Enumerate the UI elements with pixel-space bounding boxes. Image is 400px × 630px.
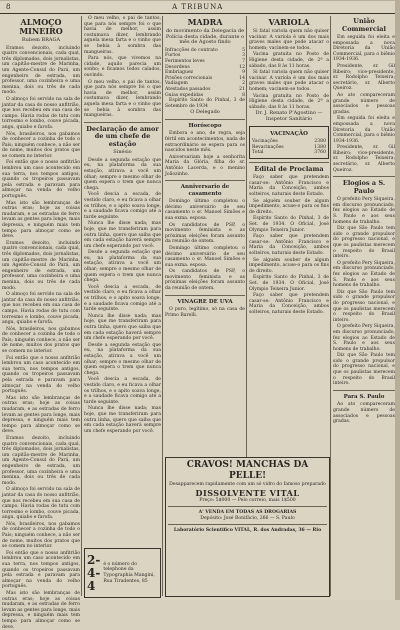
article-subhead: do movimento da Delegacia de Polícia desta cidade, durante o mês de Agosto findo: [165, 28, 245, 46]
box-headline: VACINAÇÃO: [270, 130, 308, 137]
article-headline: MADRA: [187, 17, 223, 27]
article-paragraph: Si fatal variola quem não quiser vacinar. A varíola é um dos mais graves males que pode atacar o homem; vacinem-se todos.: [249, 70, 329, 92]
article-paragraph: Eramos dezoito, incluindo quatro convencionais, cada qual, três diplomados, dois jornalistas, um capitão-mestre de Marinha, um Agente-Consul do Pará, um engenheiro de estrada, um professor, uma cozinheira e uma menina, dois ou três de cada modo.: [2, 435, 80, 486]
article-paragraph: Os candidatos de PSP, o movimento feminista e as próximas eleições foram assunto da reunião de ontem.: [165, 269, 245, 292]
article-paragraph: Foi então que o nosso anfitrião lembrou um caso acontecido em sua terra, nos tempos antigos, quando os tropeiros passavam pela estrada e paravam para almoçar na venda do velho português.: [2, 550, 80, 590]
column-2: [84, 16, 161, 598]
article-paragraph: Você descia a escada, de vestido claro, e eu ficava a olhar os trilhos, e o apito soava longe, e a saudade ficava comigo até a tarde seguinte.: [84, 284, 161, 313]
page-edge: [395, 0, 400, 600]
article-paragraph: Desde a segunda estação que eu, na plataforma da sua estação, atirava a você um olhar; sempre o mesmo olhar de quem espera o trem que nunca chega.: [84, 250, 161, 284]
article-paragraph: Nunca lhe disse nada; mas hoje, que me transferiram para outra linha, quero que saiba que em cada estação haverá sempre um chefe esperando por você.: [84, 221, 161, 249]
article-paragraph: Em seguida foi eleita e empossada a nova Diretoria da União Commercial, para o biênio 1934-1936.: [333, 35, 395, 63]
article-paragraph: Domingo último completou o décimo aniversário de seu casamento o sr. Manoel Simões e sua exma. esposa.: [165, 245, 245, 268]
article-paragraph: Aniversariam hoje a senhorita Maria da Glória, filha do sr. Antônio Lacerda, e o menino Joãozinho.: [165, 154, 245, 177]
article-paragraph: Mas isto são lembranças de outras eras; hoje as coisas mudaram, e as estradas de ferro levam as gentes para longe, mais depressa, e ninguém mais tem tempo para almoçar como se deve.: [2, 200, 80, 240]
article-headline: Horóscopo: [188, 122, 222, 129]
article-paragraph: Nunca lhe disse nada; mas hoje, que me transferiram para outra linha, quero que saiba que em cada estação haverá sempre um chefe esperando por você.: [84, 313, 161, 342]
article-paragraph: O meu velho, o pai de tantos, que para nós sempre foi o que havia de melhor, assim costumava dizer, lembrando aquela mesa farta e o vinho que se bebia à sombra das mangueiras.: [84, 79, 161, 119]
article-paragraph: Vacina gratuita no Posto de Higiene desta cidade, de 2ª a sábado, das 8 às 11 horas.: [249, 93, 329, 110]
article-headline: União Commercial: [342, 17, 386, 33]
article-paragraph: Eramos dezoito, incluindo quatro convencionais, cada qual, três diplomados, dois jornalistas, um capitão-mestre de Marinha, um Agente-Consul do Pará, um engenheiro de estrada, um professor, uma cozinheira e uma menina, dois ou três de cada modo.: [2, 240, 80, 291]
column-3: [165, 16, 245, 454]
article-paragraph: Embora o ano, de regra, seja fértil em acontecimentos, nada de extraordinário se espera para os nascidos neste mês.: [165, 131, 245, 154]
article-paragraph: Nunca lhe disse nada; mas hoje, que me transferiram para outra linha, quero que saiba que em cada estação haverá sempre um chefe esperando por você.: [84, 406, 161, 434]
list-item: Vacinações 2380: [252, 139, 326, 144]
masthead: [0, 2, 390, 12]
ad-headline: CRAVOS! MANCHAS DA PELLE!: [186, 460, 309, 481]
article-paragraph: Vacina gratuita no Posto de Higiene desta cidade, de 2ª a sábado, das 8 às 11 horas.: [249, 52, 329, 69]
list-item: Embriaguez 9: [165, 70, 245, 76]
article-paragraph: Nós, brasileiros, nos gabamos de conhecer a cozinha de todo o País; ninguém conhece, a não ser de nome, muitos dos pratos que se comem no interior.: [2, 131, 80, 159]
article-paragraph: Diz que São Paulo tem sido o grande propulsor do progresso nacional, e que os paulistas merecem o respeito do Brasil inteiro.: [333, 289, 395, 323]
divider: [165, 295, 245, 296]
article-paragraph: Em seguida foi eleita e empossada a nova Diretoria da União Commercial, para o biênio 1934-1936.: [333, 116, 395, 144]
article-paragraph: Nós, brasileiros, nos gabamos de conhecer a cozinha de todo o País; ninguém conhece, a não ser de nome, muitos dos pratos que se comem no interior.: [2, 326, 80, 355]
article-byline: Rubem BRAGA: [21, 37, 61, 43]
ad-price: Preço: 5$000 — Pelo correio, mais 1$500: [199, 497, 296, 503]
column-rule: [81, 16, 82, 596]
article-paragraph: Você descia a escada, de vestido claro, e eu ficava a olhar os trilhos, e o apito soava longe, e a saudade ficava comigo até a tarde seguinte.: [84, 192, 161, 220]
article-paragraph: Ao ato compareceram grande número de associados e pessoas gradas.: [333, 92, 395, 115]
article-paragraph: Si fatal variola quem não quiser vacinar. A varíola é um dos mais graves males que pode atacar o homem; vacinem-se todos.: [249, 29, 329, 51]
article-paragraph: Faço saber que pretendem casar-se: Antônio Francisco e Maria da Conceição, ambos solteiros, naturais deste Estado.: [249, 293, 329, 315]
article-headline: VINAGRE DE UVA: [177, 298, 233, 305]
article-headline: VARIOLA: [268, 17, 310, 27]
article-paragraph: Desde a segunda estação que eu, na plataforma da sua estação, atirava a você um olhar; sempre o mesmo olhar de quem espera o trem que nunca chega.: [84, 342, 161, 376]
article-paragraph: Faço saber que pretendem casar-se: Antônio Francisco e Maria da Conceição, ambos solteiros, naturais deste Estado.: [249, 234, 329, 256]
page-number: 8: [6, 3, 12, 11]
article-paragraph: Mas isto são lembranças de outras eras; hoje as coisas mudaram, e as estradas de ferro levam as gentes para longe, mais depressa, e ninguém mais tem tempo para almoçar como se deve.: [2, 591, 80, 630]
telephone-advertisement: [84, 548, 161, 598]
ad-sale-notice: A' VENDA EM TODAS AS DROGARIAS: [198, 510, 297, 516]
newspaper-title: A TRIBUNA: [172, 3, 224, 11]
article-paragraph: Presidente, sr. Gil Ribeiro; vice-presidente, sr. Rodolpho Teixeira; secretário, sr. Alberto Queiroz.: [333, 63, 395, 92]
ad-agent: Depósito: José Bonifácio, 266 — S. Paulo: [200, 515, 295, 521]
article-paragraph: Espírito Santo do Pinhal, 3 de Set. de 1934. O Oficial, José Olympio Teixeira Junior.: [249, 216, 329, 233]
article-paragraph: O almoço foi servido na sala de jantar da casa do nosso anfitrião, que nos recebeu em sua casa de campo. Havia rodas de tutu com torresmo e lombo, couve picada, angu, quiabo e farofa.: [2, 292, 80, 326]
ad-laboratory: Laboratório Scientifico VITAL, R. dos Andradas, 36 — Rio: [173, 528, 322, 534]
article-paragraph: Diz que São Paulo tem sido o grande propulsor do progresso nacional, e que os paulistas merecem o respeito do Brasil inteiro.: [333, 353, 395, 387]
article-headline: ALMOÇO MINEIRO: [19, 17, 63, 36]
article-paragraph: Para nós, que vivemos na cidade, aquilo parecia um sonho; e ficamos todos calados, ouvindo.: [84, 56, 161, 78]
list-item: Prisões correcionais 14: [165, 75, 245, 81]
list-item: Furtos 3: [165, 53, 245, 59]
article-paragraph: Os candidatos de PSP, o movimento feminista e as próximas eleições foram assunto da reunião de ontem.: [165, 222, 245, 245]
ad-subtitle: Desapparecem rapidamente com um só vidro do famoso preparado: [169, 482, 326, 487]
divider: [168, 524, 327, 525]
phone-number: 2-4-4: [87, 552, 101, 593]
article-headline: Elogios a S. Paulo: [342, 179, 386, 195]
article-paragraph: Eramos dezoito, incluindo quatro convencionais, cada qual, três diplomados, dois jornalistas, um capitão-mestre de Marinha, um Agente-Consul do Pará, um engenheiro de estrada, um professor, uma cozinheira e uma menina, dois ou três de cada modo.: [2, 45, 80, 96]
divider: [168, 506, 327, 507]
column-rule: [330, 16, 331, 596]
article-paragraph: Ao ato compareceram grande número de associados e pessoas gradas.: [333, 402, 395, 425]
article-paragraph: O prefeito Pery Siqueira, em discurso pronunciado, fez elogios ao Estado de S. Paulo e aos seus homens de trabalho.: [333, 324, 395, 352]
article-paragraph: O meu velho, o pai de tantos, que para nós sempre foi o que havia de melhor, assim costumava dizer, lembrando aquela mesa farta e o vinho que se bebia à sombra das mangueiras.: [84, 16, 161, 55]
article-paragraph: Se alguém souber de algum impedimento, acuse-o para os fins de direito.: [249, 257, 329, 274]
list-item: Atestados passados 21: [165, 86, 245, 92]
article-paragraph: O puro, legítimo, só na casa de Primo Barelli.: [165, 307, 245, 318]
column-5: [333, 16, 395, 598]
list-item: Vadiagem 2: [165, 81, 245, 87]
top-rule: [0, 13, 395, 14]
article-headline: Edital de Proclama: [254, 164, 324, 173]
article-paragraph: O almoço foi servido na sala de jantar da casa do nosso anfitrião, que nos recebeu em sua casa de campo. Havia rodas de tutu com torresmo e lombo, couve picada, angu, quiabo e farofa.: [2, 96, 80, 130]
list-item: Infracções do contrato 5: [165, 47, 245, 53]
article-headline: Anniversario de casamento: [180, 184, 230, 197]
list-item: Total 3760: [252, 150, 326, 156]
list-item: Desordens 12: [165, 64, 245, 70]
article-signature: Dr. J. Renato P'Agostino — Inspetor Sanitário: [255, 110, 323, 122]
article-paragraph: Presidente, sr. Gil Ribeiro; vice-presidente, sr. Rodolpho Teixeira; secretário, sr. Alberto Queiroz.: [333, 145, 395, 173]
divider: [333, 176, 395, 177]
article-note: Espírito Santo do Pinhal, 3 de Setembro de 1934: [165, 98, 245, 109]
article-paragraph: O almoço foi servido na sala de jantar da casa do nosso anfitrião, que nos recebeu em sua casa de campo. Havia rodas de tutu com torresmo e lombo, couve picada, angu, quiabo e farofa.: [2, 487, 80, 521]
column-4: [249, 16, 329, 454]
page-fold: [0, 0, 400, 1]
vaccination-stats: [252, 139, 326, 156]
column-1: [2, 16, 80, 630]
article-paragraph: Foi então que o nosso anfitrião lembrou um caso acontecido em sua terra, nos tempos antigos, quando os tropeiros passavam pela estrada e paravam para almoçar na venda do velho português.: [2, 160, 80, 200]
vaccination-box: [249, 126, 329, 159]
article-paragraph: O prefeito Pery Siqueira, em discurso pronunciado, fez elogios ao Estado de S. Paulo e aos seus homens de trabalho.: [333, 197, 395, 225]
divider: [249, 162, 329, 163]
phone-ad-text: é o número do telephone da Typographia Mangini, Rua Tiradentes, 85: [103, 561, 155, 584]
article-headline: Para S. Paulo: [343, 393, 385, 400]
article-paragraph: Domingo último completou o décimo aniversário de seu casamento o sr. Manoel Simões e sua exma. esposa.: [165, 199, 245, 221]
divider: [165, 119, 245, 120]
cravos-advertisement: [165, 457, 330, 597]
divider: [165, 180, 245, 181]
divider: [333, 390, 395, 391]
list-item: Ferimentos leves 7: [165, 58, 245, 64]
article-paragraph: Se alguém souber de algum impedimento, acuse-o para os fins de direito.: [249, 198, 329, 215]
column-rule: [162, 16, 163, 596]
list-item: Revacinações 1380: [252, 144, 326, 150]
article-paragraph: Diz que São Paulo tem sido o grande propulsor do progresso nacional, e que os paulistas merecem o respeito do Brasil inteiro.: [333, 226, 395, 260]
article-paragraph: Faço saber que pretendem casar-se: Antônio Francisco e Maria da Conceição, ambos solteiros, naturais deste Estado.: [249, 175, 329, 198]
article-paragraph: Você descia a escada, de vestido claro, e eu ficava a olhar os trilhos, e o apito soava longe, e a saudade ficava comigo até a tarde seguinte.: [84, 377, 161, 405]
article-signature: O Delegado: [190, 109, 220, 116]
article-paragraph: Espírito Santo do Pinhal, 3 de Set. de 1934. O Oficial, José Olympio Teixeira Junior.: [249, 275, 329, 292]
ad-product-name: DISSOLVENTE VITAL: [195, 487, 300, 498]
divider: [84, 122, 161, 123]
article-paragraph: O prefeito Pery Siqueira, em discurso pronunciado, fez elogios ao Estado de S. Paulo e aos seus homens de trabalho.: [333, 260, 395, 289]
list-item: Guias expedidas 8: [165, 92, 245, 98]
article-byline: Sinésio: [113, 149, 132, 156]
article-paragraph: Desde a segunda estação que eu, na plataforma da sua estação, atirava a você um olhar; sempre o mesmo olhar de quem espera o trem que nunca chega.: [84, 157, 161, 191]
article-paragraph: Nós, brasileiros, nos gabamos de conhecer a cozinha de todo o País; ninguém conhece, a não ser de nome, muitos dos pratos que se comem no interior.: [2, 521, 80, 550]
article-paragraph: Foi então que o nosso anfitrião lembrou um caso acontecido em sua terra, nos tempos antigos, quando os tropeiros passavam pela estrada e paravam para almoçar na venda do velho português.: [2, 355, 80, 395]
article-headline: Declaração de amor de um chefe de estação: [86, 124, 159, 148]
article-paragraph: Mas isto são lembranças de outras eras; hoje as coisas mudaram, e as estradas de ferro levam as gentes para longe, mais depressa, e ninguém mais tem tempo para almoçar como se deve.: [2, 395, 80, 435]
statistics-list: [165, 48, 245, 98]
